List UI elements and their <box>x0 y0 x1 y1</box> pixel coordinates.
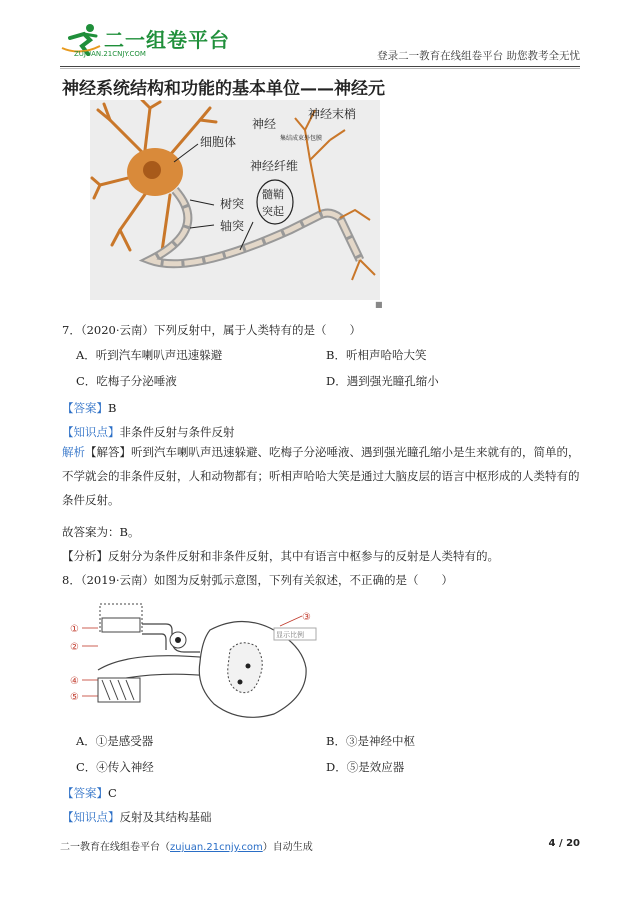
section-title: 神经系统结构和功能的基本单位——神经元 <box>62 79 385 99</box>
page-header <box>60 22 580 66</box>
q7-option-a[interactable]: A．听到汽车喇叭声迅速躲避 <box>76 348 223 362</box>
q7-analysis <box>62 440 582 512</box>
reflex-arc-diagram <box>70 600 325 720</box>
footer-suffix: ）自动生成 <box>262 842 313 853</box>
q7-option-c[interactable]: C．吃梅子分泌唾液 <box>76 374 177 388</box>
q8-option-d[interactable]: D．⑤是效应器 <box>326 760 405 774</box>
label-3: ③ <box>302 612 311 623</box>
label-2: ② <box>70 642 79 653</box>
answer-value: C <box>108 786 117 800</box>
kp-tag: 【知识点】 <box>62 425 120 439</box>
label-myelin: 髓鞘 <box>262 188 284 201</box>
logo-text: 二一组卷平台 <box>104 28 230 52</box>
q7-option-d[interactable]: D．遇到强光瞳孔缩小 <box>326 374 439 388</box>
label-process: 突起 <box>262 205 284 218</box>
page-footer <box>60 838 580 853</box>
q8-knowledge-point <box>62 809 212 825</box>
q7-conclusion: 故答案为：B。 <box>62 525 140 539</box>
kp-tag: 【知识点】 <box>62 810 120 824</box>
q8-stem: 8．（2019·云南）如图为反射弧示意图，下列有关叙述，不正确的是（ ） <box>62 573 453 587</box>
header-divider <box>60 66 580 67</box>
logo-subtext: ZUJUAN.21CNJY.COM <box>74 50 146 58</box>
page-number: 4 / 20 <box>548 838 580 849</box>
label-5: ⑤ <box>70 692 79 703</box>
q8-answer <box>62 785 117 801</box>
footer-prefix: 二一教育在线组卷平台（ <box>60 842 170 853</box>
neuron-diagram <box>90 100 380 300</box>
header-divider-thin <box>60 68 580 69</box>
label-4: ④ <box>70 676 79 687</box>
kp-value: 非条件反射与条件反射 <box>119 425 235 439</box>
q8-option-c[interactable]: C．④传入神经 <box>76 760 154 774</box>
answer-value: B <box>108 401 117 415</box>
label-cell-body: 细胞体 <box>200 135 237 149</box>
label-1: ① <box>70 624 79 635</box>
label-nerve-ending: 神经末梢 <box>308 107 357 121</box>
answer-tag: 【答案】 <box>62 401 108 415</box>
analysis-tag: 解析 <box>62 445 85 459</box>
analysis-text: 听到汽车喇叭声迅速躲避、吃梅子分泌唾液、遇到强光瞳孔缩小是生来就有的，简单的，不学就会的非条件反射，人和动物都有；听相声哈哈大笑是通过大脑皮层的语言中枢形成的人类特有的条件反射。 <box>62 445 580 507</box>
label-nerve-note: 集结成束外包膜 <box>280 135 323 142</box>
analysis-inner-tag: 【解答】 <box>85 445 131 459</box>
kp-value: 反射及其结构基础 <box>119 810 212 824</box>
q7-fenxi <box>62 548 499 564</box>
q8-option-b[interactable]: B．③是神经中枢 <box>326 734 415 748</box>
q7-stem: 7．（2020·云南）下列反射中，属于人类特有的是（ ） <box>62 323 361 337</box>
label-axon: 轴突 <box>220 219 245 233</box>
fenxi-tag: 【分析】 <box>62 549 108 563</box>
header-tagline: 登录二一教育在线组卷平台 助您教考全无忧 <box>377 50 580 62</box>
site-logo[interactable] <box>60 22 260 62</box>
label-dendrite: 树突 <box>220 197 245 211</box>
figure-mark: ■ <box>375 300 383 309</box>
q7-knowledge-point <box>62 424 235 440</box>
q7-option-b[interactable]: B．听相声哈哈大笑 <box>326 348 427 362</box>
footer-link[interactable]: zujuan.21cnjy.com <box>170 842 263 853</box>
answer-tag: 【答案】 <box>62 786 108 800</box>
label-nerve-fiber: 神经纤维 <box>250 159 299 173</box>
figure-note: 显示比例 <box>276 631 304 639</box>
label-nerve: 神经 <box>252 117 277 131</box>
q8-option-a[interactable]: A．①是感受器 <box>76 734 154 748</box>
q7-answer <box>62 400 116 416</box>
fenxi-text: 反射分为条件反射和非条件反射，其中有语言中枢参与的反射是人类特有的。 <box>108 549 499 563</box>
